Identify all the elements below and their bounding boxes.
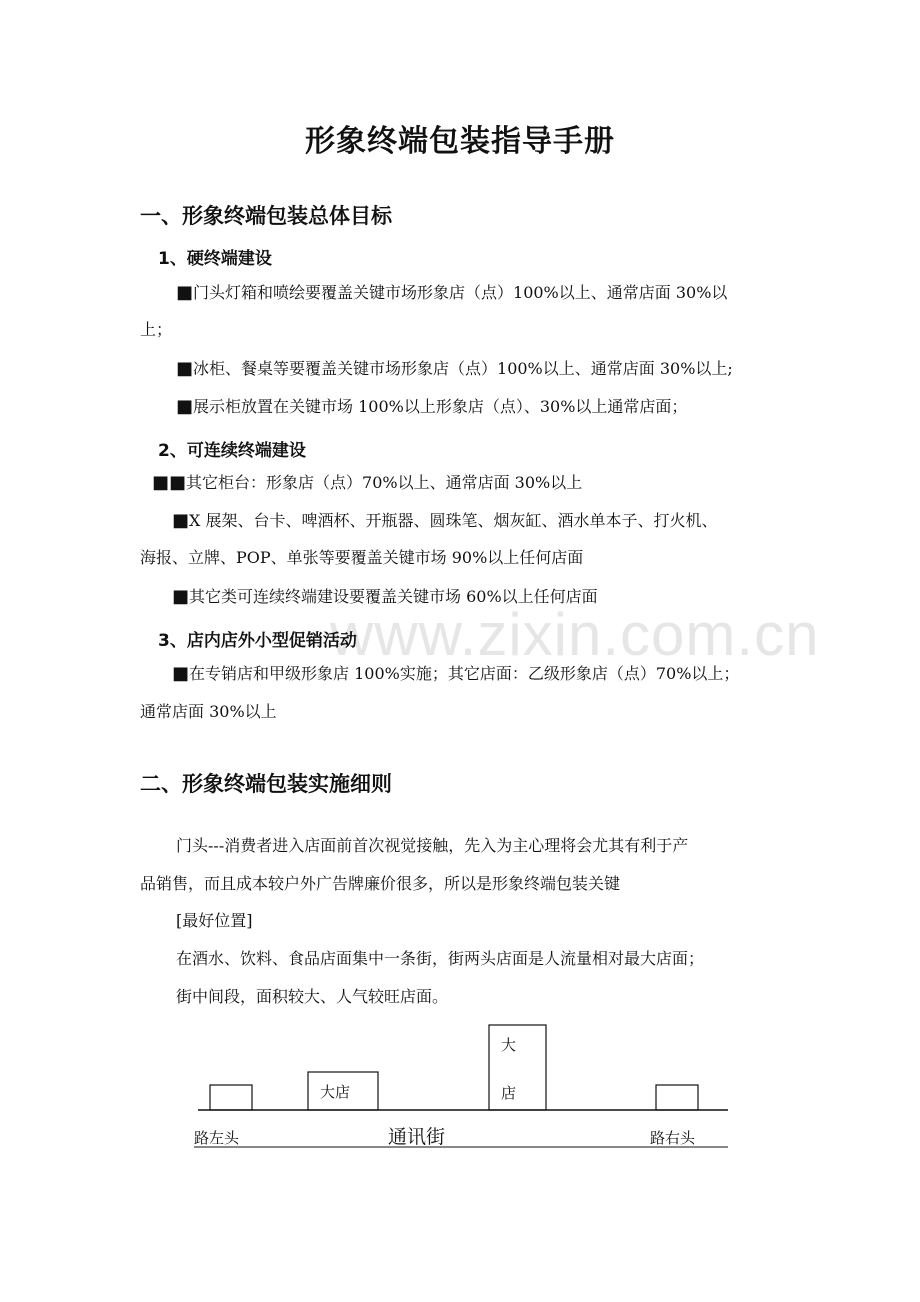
sub3-heading: 3、店内店外小型促销活动 [158,631,357,651]
bullet-square-icon: ■ [172,663,190,684]
sub3-item-1-cont: 通常店面 30%以上 [140,702,277,721]
section2-para2-line2: 街中间段，面积较大、人气较旺店面。 [176,987,449,1006]
watermark: www.zixin.com.cn [330,601,820,668]
sub1-item-1: ■门头灯箱和喷绘要覆盖关键市场形象店（点）100%以上、通常店面 30%以 [176,282,728,303]
bullet-square-icon: ■ [176,396,194,417]
section2-para1-line2: 品销售，而且成本较户外广告牌廉价很多，所以是形象终端包装关键 [140,874,621,893]
sub1-item-1-cont: 上； [140,320,173,339]
best-position-label: [最好位置] [176,911,253,930]
sub3-item-1: ■在专销店和甲级形象店 100%实施；其它店面：乙级形象店（点）70%以上； [172,663,740,684]
street-name-label: 通讯街 [388,1126,446,1148]
sub2-item-2: ■X 展架、台卡、啤酒杯、开瓶器、圆珠笔、烟灰缸、酒水单本子、打火机、 [172,510,718,531]
sub2-item-3: ■其它类可连续终端建设要覆盖关键市场 60%以上任何店面 [172,586,598,607]
shop-right-box [656,1085,698,1110]
section1-heading: 一、形象终端包装总体目标 [140,204,392,228]
shop-tall-label-top: 大 [501,1036,517,1054]
sub2-item-1: ■■其它柜台：形象店（点）70%以上、通常店面 30%以上 [152,472,583,493]
bullet-square-icon: ■ [176,282,194,303]
section2-para2-line1: 在酒水、饮料、食品店面集中一条街，街两头店面是人流量相对最大店面； [176,949,705,968]
shop-left-box [210,1085,252,1110]
sub1-item-2: ■冰柜、餐桌等要覆盖关键市场形象店（点）100%以上、通常店面 30%以上; [176,358,733,379]
shop-tall-box [489,1025,546,1110]
bullet-square-icon: ■ [172,510,190,531]
bullet-square-icon: ■■ [152,472,187,493]
section2-heading: 二、形象终端包装实施细则 [140,772,392,796]
section2-para1-line1: 门头---消费者进入店面前首次视觉接触，先入为主心理将会尤其有利于产 [176,836,689,855]
sub1-heading: 1、硬终端建设 [158,249,272,269]
sub1-item-3: ■展示柜放置在关键市场 100%以上形象店（点）、30%以上通常店面； [176,396,688,417]
shop-tall-label-bottom: 店 [501,1084,517,1102]
sub2-item-2-cont: 海报、立牌、POP、单张等要覆盖关键市场 90%以上任何店面 [140,548,584,567]
sub2-heading: 2、可连续终端建设 [158,441,306,461]
road-right-label: 路右头 [650,1129,696,1147]
bullet-square-icon: ■ [172,586,190,607]
shop-mid-label: 大店 [320,1083,351,1101]
document-title: 形象终端包装指导手册 [305,124,615,159]
road-left-label: 路左头 [194,1129,240,1147]
bullet-square-icon: ■ [176,358,194,379]
street-diagram [190,1020,740,1160]
